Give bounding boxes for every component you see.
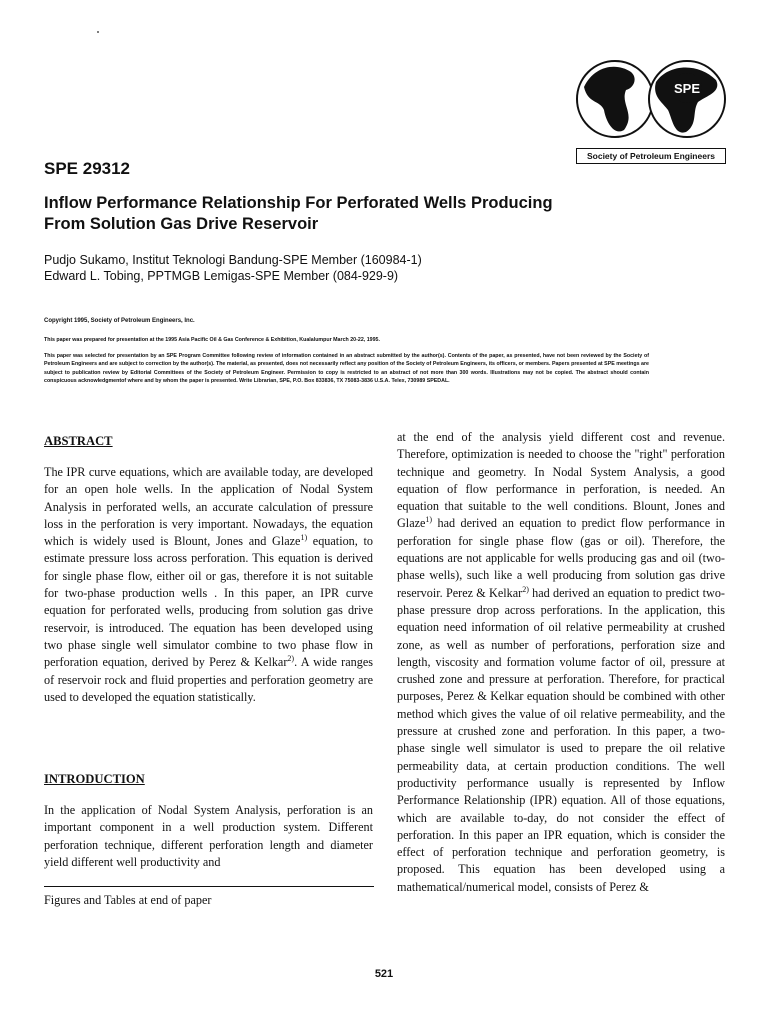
introduction-text: In the application of Nodal System Analysis, perforation is an important component in a well production system. Different perforation technique, different perforation length and diameter yield different well productivity and xyxy=(44,803,373,869)
abstract-text: The IPR curve equations, which are available today, are developed for an open hole wells. In the application of Nodal System Analysis in perforated wells, an accurate calculation of pressure loss in the perforation is very important. Nowadays, the equation which is widely used is Blount, Jones and Glaze$^{1)}$ equation, to estimate pressure loss across perforation. This equation is derived for single phase flow, either oil or gas, therefore it is not suitable for two-phase production wells . In this paper, an IPR curve equation for perforated wells, producing from solution gas drive reservoir, is introduced. The equation has been developed using two phase single well simulator combine to two phase flow in perforation equation, derived by Perez & Kelkar$^{2)}$. A wide ranges of reservoir rock and fluid properties and perforation geometry are used to developed the equation statistically. xyxy=(44,465,373,704)
reference-marker: 2) xyxy=(287,654,295,664)
introduction-heading: INTRODUCTION xyxy=(44,772,145,786)
paper-number: SPE 29312 xyxy=(44,159,131,178)
reference-marker: 1) xyxy=(300,533,308,543)
paper-title: Inflow Performance Relationship For Perforated Wells Producing From Solution Gas Drive Reservoir xyxy=(44,194,553,233)
page-number: 521 xyxy=(374,968,394,980)
scan-speck xyxy=(97,31,99,33)
copyright-line: Copyright 1995, Society of Petroleum Engineers, Inc. xyxy=(44,318,195,324)
conference-note: This paper was prepared for presentation at the 1995 Asia Pacific Oil & Gas Conference & Exhibition, Kualalumpur March 20-22, 1995. xyxy=(44,337,380,343)
author-line: Pudjo Sukamo, Institut Teknologi Bandung-SPE Member (160984-1) xyxy=(44,253,422,267)
footnote-divider xyxy=(44,886,374,887)
permission-notice: This paper was selected for presentation by an SPE Program Committee following review of information contained in an abstract submitted by the author(s). Contents of the paper, as presented, have not been reviewed by the Society of Petroleum Engineers and are subject to correction by the author(s). The material, as presented, does not necessarily reflect any position of the Society of Petroleum Engineers, its officers, or members. Papers presented at SPE meetings are subject to publication review by Editorial Committees of the Society of Petroleum Engineer. Permission to copy is restricted to an abstract of not more than 300 words. Illustrations may not be copied. The abstract should contain conspicuous acknowledgmentof where and by whom the paper is presented. Write Librarian, SPE, P.O. Box 833836, TX 75083-3836 U.S.A. Telex, 730989 SPEDAL. xyxy=(44,353,649,384)
reference-marker: 1) xyxy=(425,515,433,525)
right-column-text: at the end of the analysis yield different cost and revenue. Therefore, optimization is needed to choose the "right" perforation technique and geometry. In Nodal System Analysis, a good equation of flow performance in perforation, is needed. An equation that suitable to the well conditions. Blount, Jones and Glaze$^{1)}$ had derived an equation to predict flow performance in perforation for single phase flow (gas or oil). Therefore, the equations are not applicable for wells producing gas and oil (two-phase wells), such like a well producing from solution gas drive reservoir. Perez & Kelkar$^{2)}$ had derived an equation to predict two-phase pressure drop across perforations. In the application, this equation need information of oil relative permeability at crushed zone, as well as number of perforations, perforation size and length, viscosity and formation volume factor of oil, pressure at crushed zone and pressure at perforation. Therefore, for practical purposes, Perez & Kelkar equation should be combined with other method which gives the value of oil relative permeability, and the pressure at crushed zone and perforation. In this paper, a two-phase single well simulator is used to prepare the oil relative permeability data, at certain production conditions. The well productivity performance usually is represented by Inflow Performance Relationship (IPR) equation. All of those equations, which are available to-day, do not consider the effect of perforation. In this paper an IPR equation, which is consider the effect of perforation technique and perforation geometry, is proposed. This equation has been developed using a mathematical/numerical model, consists of Perez & xyxy=(397,430,725,894)
svg-text:SPE: SPE xyxy=(673,81,701,96)
globe-icon xyxy=(576,52,726,148)
author-line: Edward L. Tobing, PPTMGB Lemigas-SPE Member (084-929-9) xyxy=(44,269,399,283)
spe-logo xyxy=(576,52,726,166)
society-label: Society of Petroleum Engineers xyxy=(576,148,726,164)
footnote: Figures and Tables at end of paper xyxy=(44,893,212,907)
reference-marker: 2) xyxy=(522,584,529,594)
abstract-heading: ABSTRACT xyxy=(44,434,113,448)
